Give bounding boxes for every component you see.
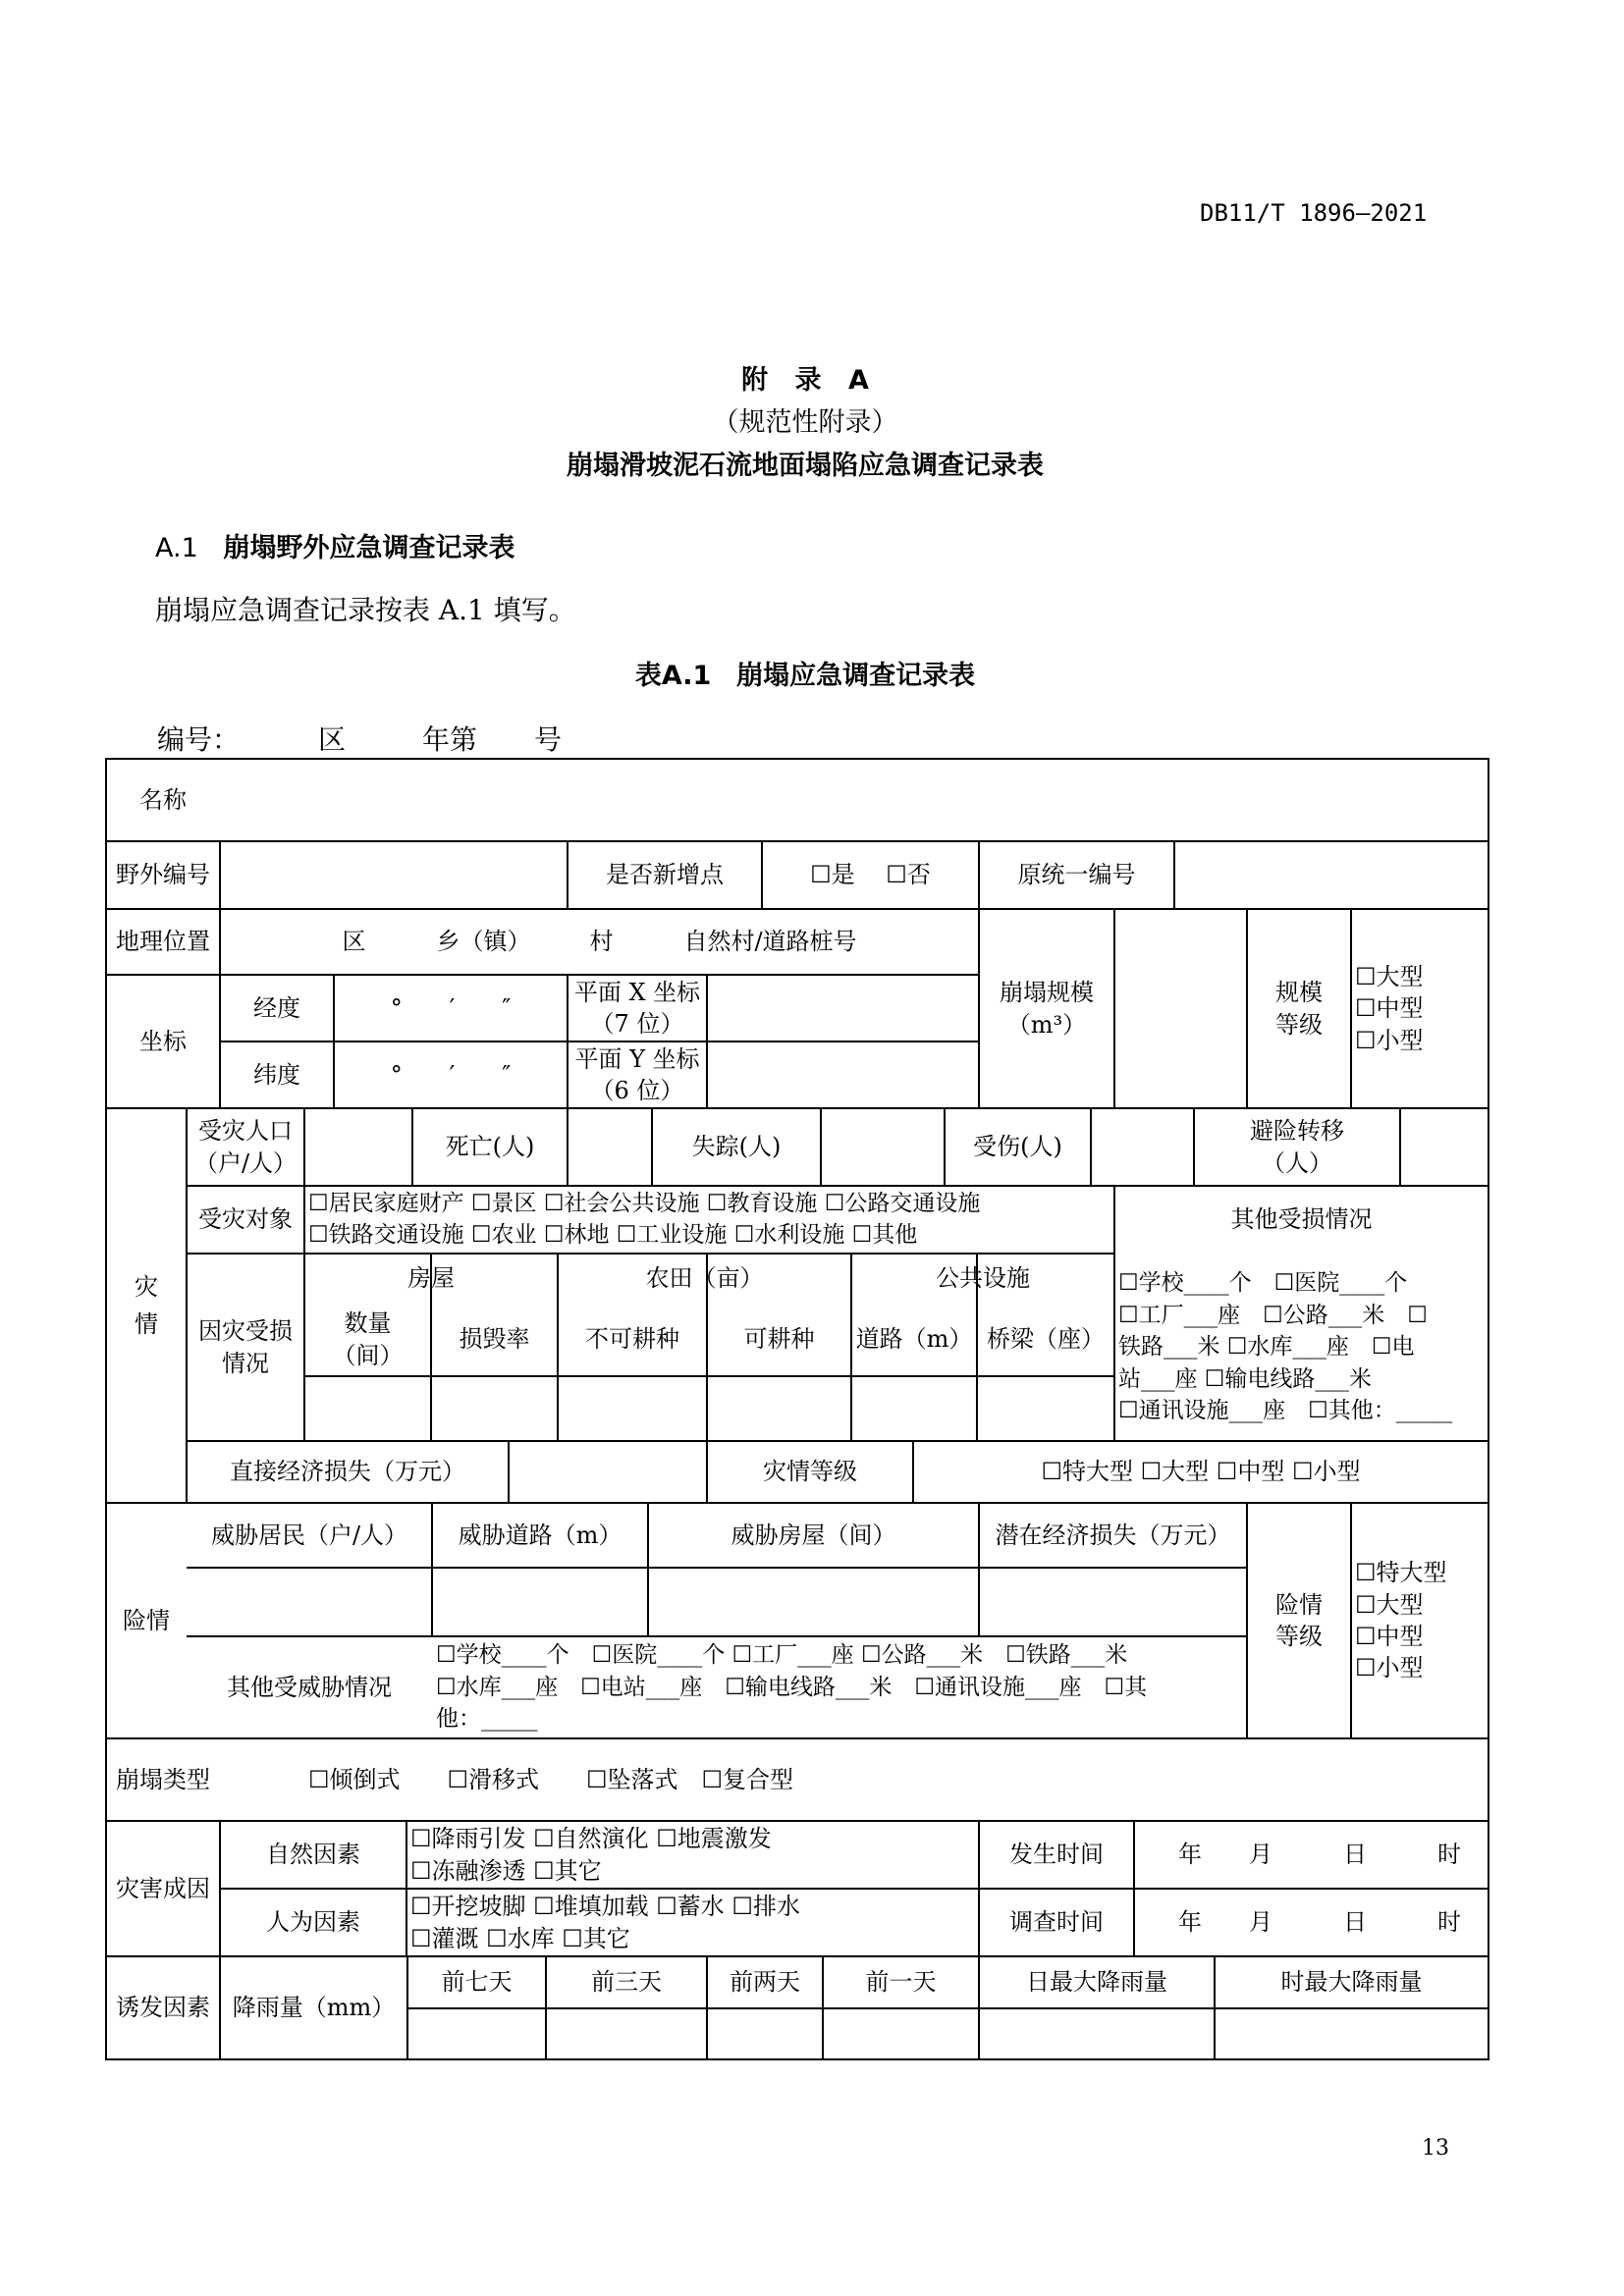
label-hazard: 险情 bbox=[123, 1606, 170, 1634]
intro-text: 崩塌应急调查记录按表 A.1 填写。 bbox=[155, 594, 576, 626]
section-number: A.1 bbox=[155, 533, 198, 563]
label-road: 道路（m） bbox=[855, 1325, 973, 1354]
label-occur-time: 发生时间 bbox=[1009, 1841, 1104, 1869]
name-input[interactable] bbox=[220, 759, 1489, 841]
is-new-checkboxes[interactable]: ☐是 ☐否 bbox=[810, 861, 931, 889]
label-geo-location: 地理位置 bbox=[116, 928, 210, 956]
orig-no-input[interactable] bbox=[1174, 841, 1489, 909]
day-max-rainfall-input[interactable] bbox=[979, 2008, 1215, 2059]
label-day-max-rainfall: 日最大降雨量 bbox=[1026, 1968, 1167, 1997]
label-collapse-type: 崩塌类型 bbox=[116, 1765, 210, 1793]
label-natural-factors: 自然因素 bbox=[266, 1841, 360, 1869]
label-coordinates: 坐标 bbox=[139, 1027, 187, 1055]
collapse-scale-input[interactable] bbox=[1114, 909, 1247, 1108]
road-input[interactable] bbox=[851, 1376, 977, 1441]
label-hour-max-rainfall: 时最大降雨量 bbox=[1280, 1968, 1423, 1997]
quantity-input[interactable] bbox=[304, 1376, 431, 1441]
label-prev-2-days: 前两天 bbox=[730, 1968, 800, 1997]
label-other-threat: 其他受威胁情况 bbox=[227, 1673, 392, 1701]
direct-loss-input[interactable] bbox=[509, 1441, 707, 1503]
prev-1-day-input[interactable] bbox=[823, 2008, 979, 2059]
ruin-rate-input[interactable] bbox=[431, 1376, 558, 1441]
threat-road-input[interactable] bbox=[432, 1568, 648, 1636]
label-missing: 失踪(人) bbox=[691, 1133, 782, 1161]
label-evacuated: 避险转移 （人） bbox=[1250, 1117, 1344, 1177]
hazard-grade-checkboxes[interactable]: ☐特大型 ☐大型 ☐中型 ☐小型 bbox=[1355, 1559, 1447, 1682]
label-arable: 可耕种 bbox=[743, 1325, 815, 1354]
label-orig-no: 原统一编号 bbox=[1017, 861, 1136, 889]
label-potential-loss: 潜在经济损失（万元） bbox=[995, 1521, 1231, 1549]
label-injured: 受伤(人) bbox=[973, 1133, 1062, 1161]
label-prev-1-day: 前一天 bbox=[865, 1968, 937, 1997]
threat-residents-input[interactable] bbox=[187, 1568, 432, 1636]
other-damage-checkboxes[interactable]: ☐学校____个 ☐医院____个 ☐工厂___座 ☐公路___米 ☐ 铁路___米 ☐水库___座 ☐电 站___座 ☐输电线路___米 ☐通讯设施___座 ☐其他：_____ bbox=[1118, 1269, 1453, 1424]
label-rainfall: 降雨量（mm） bbox=[232, 1994, 396, 2022]
missing-input[interactable] bbox=[821, 1108, 945, 1186]
serial-no: 号 bbox=[534, 723, 563, 756]
occur-time-input[interactable]: 年 月 日 时 bbox=[1178, 1841, 1461, 1869]
table-caption-number: 表A.1 bbox=[634, 661, 712, 691]
prev-2-days-input[interactable] bbox=[707, 2008, 823, 2059]
label-disaster-grade: 灾情等级 bbox=[763, 1458, 857, 1486]
label-prev-3-days: 前三天 bbox=[591, 1968, 662, 1997]
deaths-input[interactable] bbox=[568, 1108, 652, 1186]
human-factors-checkboxes[interactable]: ☐开挖坡脚 ☐堆填加载 ☐蓄水 ☐排水 ☐灌溉 ☐水库 ☐其它 bbox=[410, 1893, 800, 1952]
other-threat-checkboxes[interactable]: ☐学校____个 ☐医院____个 ☐工厂___座 ☐公路___米 ☐铁路___米 ☐水库___座 ☐电站___座 ☐输电线路___米 ☐通讯设施___座 ☐其 他：_____ bbox=[436, 1642, 1148, 1733]
label-disaster-cause: 灾害成因 bbox=[116, 1874, 210, 1902]
label-threat-residents: 威胁居民（户/人） bbox=[210, 1521, 408, 1549]
label-public-facilities: 公共设施 bbox=[936, 1263, 1030, 1292]
appendix-subtitle: （规范性附录） bbox=[712, 407, 898, 438]
latitude-input[interactable]: ° ′ ″ bbox=[390, 1060, 512, 1089]
serial-label: 编号： bbox=[157, 723, 241, 756]
label-threat-road: 威胁道路（m） bbox=[458, 1521, 623, 1549]
label-hazard-grade: 险情 等级 bbox=[1275, 1590, 1323, 1650]
affected-objects-checkboxes[interactable]: ☐居民家庭财产 ☐景区 ☐社会公共设施 ☐教育设施 ☐公路交通设施 ☐铁路交通设施 ☐农业 ☐林地 ☐工业设施 ☐水利设施 ☐其他 bbox=[308, 1191, 981, 1248]
collapse-type-checkboxes[interactable]: ☐倾倒式 ☐滑移式 ☐坠落式 ☐复合型 bbox=[308, 1765, 794, 1793]
bridge-input[interactable] bbox=[977, 1376, 1114, 1441]
appendix-title: 附 录 A bbox=[741, 365, 869, 396]
natural-factors-checkboxes[interactable]: ☐降雨引发 ☐自然演化 ☐地震激发 ☐冻融渗透 ☐其它 bbox=[410, 1825, 772, 1885]
label-other-damage: 其他受损情况 bbox=[1230, 1205, 1373, 1234]
longitude-input[interactable]: ° ′ ″ bbox=[390, 993, 512, 1022]
label-trigger: 诱发因素 bbox=[116, 1994, 210, 2022]
label-longitude: 经度 bbox=[253, 993, 300, 1022]
label-name: 名称 bbox=[139, 785, 187, 814]
label-farmland: 农田（亩） bbox=[645, 1263, 764, 1292]
scale-grade-checkboxes[interactable]: ☐大型 ☐中型 ☐小型 bbox=[1355, 962, 1424, 1054]
standard-number: DB11/T 1896—2021 bbox=[1200, 199, 1428, 227]
hour-max-rainfall-input[interactable] bbox=[1215, 2008, 1489, 2059]
label-deaths: 死亡(人) bbox=[445, 1133, 535, 1161]
label-quantity: 数量 （间） bbox=[332, 1309, 404, 1369]
prev-7-days-input[interactable] bbox=[407, 2008, 546, 2059]
label-prev-7-days: 前七天 bbox=[441, 1968, 513, 1997]
label-survey-time: 调查时间 bbox=[1009, 1908, 1104, 1937]
label-plane-y: 平面 Y 坐标 （6 位） bbox=[574, 1044, 700, 1104]
arable-input[interactable] bbox=[707, 1376, 851, 1441]
label-affected-pop: 受灾人口 （户/人） bbox=[193, 1117, 298, 1177]
plane-x-input[interactable] bbox=[707, 975, 979, 1041]
appendix-heading: 崩塌滑坡泥石流地面塌陷应急调查记录表 bbox=[567, 451, 1044, 481]
geo-location-fill[interactable]: 区 乡（镇） 村 自然村/道路桩号 bbox=[342, 928, 857, 956]
threat-house-input[interactable] bbox=[648, 1568, 979, 1636]
not-arable-input[interactable] bbox=[558, 1376, 707, 1441]
label-plane-x: 平面 X 坐标 （7 位） bbox=[573, 978, 701, 1038]
prev-3-days-input[interactable] bbox=[546, 2008, 707, 2059]
page-number: 13 bbox=[1422, 2136, 1449, 2161]
serial-district: 区 bbox=[318, 723, 347, 756]
label-scale-grade: 规模 等级 bbox=[1275, 979, 1323, 1039]
label-loss-situation: 因灾受损 情况 bbox=[198, 1317, 293, 1377]
evacuated-input[interactable] bbox=[1400, 1108, 1489, 1186]
plane-y-input[interactable] bbox=[707, 1041, 979, 1108]
label-field-no: 野外编号 bbox=[116, 861, 210, 889]
label-collapse-scale: 崩塌规模 （m³） bbox=[1000, 979, 1094, 1039]
survey-time-input[interactable]: 年 月 日 时 bbox=[1178, 1908, 1461, 1937]
table-caption-title: 崩塌应急调查记录表 bbox=[736, 661, 976, 691]
label-affected-objects: 受灾对象 bbox=[198, 1205, 293, 1234]
label-is-new: 是否新增点 bbox=[606, 861, 724, 889]
section-title: 崩塌野外应急调查记录表 bbox=[223, 533, 515, 563]
label-direct-loss: 直接经济损失（万元） bbox=[230, 1458, 465, 1486]
serial-year: 年第 bbox=[422, 723, 478, 756]
injured-input[interactable] bbox=[1091, 1108, 1194, 1186]
label-not-arable: 不可耕种 bbox=[585, 1325, 679, 1354]
label-disaster: 灾 情 bbox=[135, 1272, 158, 1338]
label-ruin-rate: 损毁率 bbox=[459, 1325, 530, 1354]
disaster-grade-checkboxes[interactable]: ☐特大型 ☐大型 ☐中型 ☐小型 bbox=[1041, 1458, 1361, 1486]
label-house: 房屋 bbox=[407, 1263, 455, 1292]
label-bridge: 桥梁（座） bbox=[987, 1325, 1105, 1354]
potential-loss-input[interactable] bbox=[979, 1568, 1247, 1636]
affected-pop-input[interactable] bbox=[304, 1108, 412, 1186]
label-latitude: 纬度 bbox=[253, 1060, 300, 1089]
label-human-factors: 人为因素 bbox=[266, 1908, 360, 1937]
label-threat-house: 威胁房屋（间） bbox=[731, 1521, 896, 1549]
field-no-input[interactable] bbox=[220, 841, 568, 909]
